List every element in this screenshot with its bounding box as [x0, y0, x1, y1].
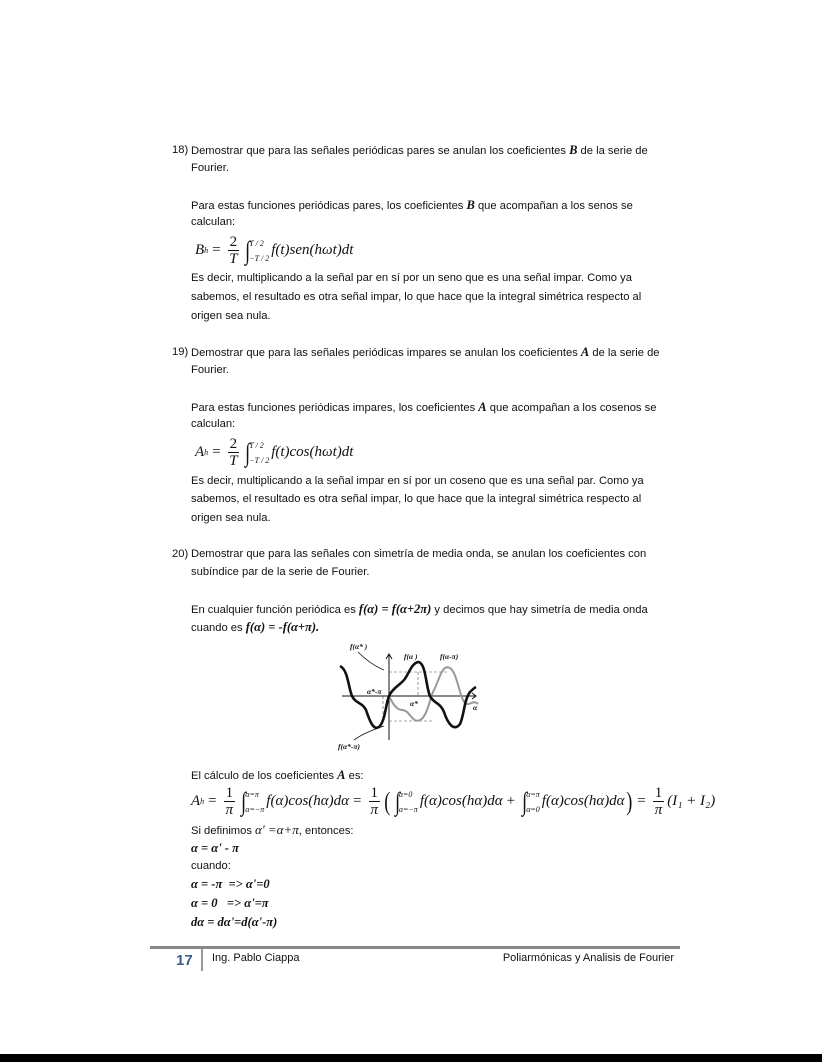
- text: que acompañan a los cosenos se: [486, 402, 657, 414]
- bottom-bar: [0, 1054, 822, 1062]
- paragraph: origen sea nula.: [191, 512, 271, 524]
- math: h: [204, 448, 209, 457]
- math: α=−π: [398, 804, 418, 814]
- paragraph: sabemos, el resultado es otra señal impar, lo que hace que la integral simétrica respecto al: [191, 291, 642, 303]
- equation: α = 0 => α'=π: [191, 896, 269, 910]
- signal-curve: [340, 662, 476, 728]
- math: B: [195, 242, 205, 258]
- label-f-alpha-star-minus-pi: f(α*-π): [338, 742, 360, 751]
- integral: ∫ T / 2 −T / 2: [245, 437, 270, 467]
- footer-title: Poliarmónicas y Analisis de Fourier: [502, 952, 674, 964]
- text: En cualquier función periódica es: [191, 604, 359, 616]
- math: f(α) = -f(α+π).: [245, 620, 320, 634]
- text: El cálculo de los coeficientes: [191, 770, 338, 782]
- math: f(α)cos(hα)dα: [541, 793, 625, 809]
- question-number: 19): [172, 346, 189, 358]
- paragraph: origen sea nula.: [191, 310, 271, 322]
- math: =: [212, 242, 221, 258]
- math: 1: [654, 785, 663, 801]
- question-number: 18): [172, 144, 189, 156]
- bold-symbol: A: [580, 345, 590, 359]
- footer-separator: [201, 949, 203, 971]
- formula-ah-half-wave: A h = $\frac{1}{\pi}$ ∫ α=π α=−π f(α)cos(hα)dα = $\frac{1}{\pi}$ ( ∫ α=0 α=−π f(α)cos(hα)dα + ∫ α=π α=0 f(α)cos(hα)dα ) = $\frac{1}{\pi}$ (I₁ + I₂): [191, 785, 716, 818]
- footer-author: Ing. Pablo Ciappa: [212, 952, 300, 964]
- math: 1: [370, 785, 379, 801]
- paragraph: Es decir, multiplicando a la señal par en sí por un seno que es una señal impar. Como ya: [191, 272, 632, 284]
- footer-divider: [150, 946, 680, 949]
- math: =: [212, 444, 221, 460]
- page-number: 17: [176, 952, 193, 969]
- math: T / 2: [249, 238, 264, 248]
- math: α=0: [526, 804, 540, 814]
- question-text: Demostrar que para las señales con simetría de media onda, se anulan los coeficientes con: [191, 548, 647, 560]
- question-text: [191, 141, 648, 160]
- bold-symbol: B: [569, 143, 578, 157]
- math: α=π: [526, 789, 540, 799]
- paragraph: cuando:: [191, 860, 231, 872]
- math: h: [200, 797, 205, 806]
- math: f(t)sen(hωt)dt: [271, 242, 354, 258]
- equation: α = α' - π: [191, 841, 239, 855]
- paragraph: calculan:: [191, 418, 236, 430]
- math: π: [654, 802, 663, 818]
- math: α=π: [245, 789, 259, 799]
- bold-symbol: A: [337, 768, 346, 782]
- paragraph: [191, 196, 633, 215]
- math: −T / 2: [249, 455, 270, 465]
- bold-symbol: A: [478, 400, 487, 414]
- question-number: 20): [172, 548, 189, 560]
- formula-ah: [195, 436, 353, 469]
- math: h: [204, 246, 209, 255]
- math: 2: [229, 234, 238, 250]
- equation: α = -π => α'=0: [191, 877, 270, 891]
- text: y decimos que hay simetría de media onda: [431, 604, 648, 616]
- math: −T / 2: [249, 253, 270, 263]
- math: 2: [229, 436, 238, 452]
- math: A: [195, 444, 205, 460]
- math: α' =α+π: [255, 822, 299, 837]
- label-f-alpha-star: f(α* ): [350, 642, 368, 651]
- text: Si definimos: [191, 825, 256, 837]
- paragraph: [191, 600, 648, 619]
- math: T: [229, 251, 238, 267]
- math: T / 2: [249, 440, 264, 450]
- half-wave-symmetry-figure: [330, 640, 490, 755]
- text: que acompañan a los senos se: [474, 200, 633, 212]
- text: , entonces:: [298, 825, 354, 837]
- integral: ∫ α=π α=0: [522, 786, 540, 816]
- label-f-alpha: f(α ): [404, 652, 418, 661]
- math: π: [225, 802, 234, 818]
- math: α=0: [398, 789, 413, 799]
- paragraph: calculan:: [191, 216, 236, 228]
- label-alpha-star-minus-pi: α*-π: [367, 687, 382, 696]
- fraction: [228, 234, 240, 267]
- math: 1: [225, 785, 234, 801]
- question-text: Fourier.: [191, 364, 229, 376]
- question-text: [191, 343, 660, 362]
- text: cuando es: [191, 622, 246, 634]
- fraction: [228, 436, 240, 469]
- text: de la serie de: [577, 145, 648, 157]
- math: T: [229, 453, 238, 469]
- paragraph: [191, 398, 656, 417]
- fraction: [653, 785, 665, 818]
- math: f(α)cos(hα)dα: [419, 793, 503, 809]
- math: f(α)cos(hα)dα: [266, 793, 350, 809]
- integral: ∫ α=0 α=−π: [394, 786, 418, 816]
- text: de la serie de: [589, 347, 660, 359]
- paragraph: [191, 821, 354, 840]
- paragraph: sabemos, el resultado es otra señal impar, lo que hace que la integral simétrica respecto al: [191, 493, 642, 505]
- math: (I₁ + I₂): [667, 793, 716, 809]
- paragraph: Es decir, multiplicando a la señal impar en sí por un coseno que es una señal par. Como ya: [191, 475, 644, 487]
- text: Para estas funciones periódicas impares, los coeficientes: [191, 402, 479, 414]
- text: es:: [345, 770, 364, 782]
- shifted-signal-curve: [389, 667, 478, 720]
- label-alpha-axis: α: [473, 703, 478, 712]
- integral: ∫ T / 2 −T / 2: [245, 235, 270, 265]
- text: Demostrar que para las señales periódicas pares se anulan los coeficientes: [191, 145, 570, 157]
- text: Para estas funciones periódicas pares, los coeficientes: [191, 200, 467, 212]
- math: f(α) = f(α+2π): [358, 602, 432, 616]
- math: f(t)cos(hωt)dt: [271, 444, 354, 460]
- text: Demostrar que para las señales periódicas impares se anulan los coeficientes: [191, 347, 581, 359]
- paragraph: [191, 766, 364, 785]
- paragraph: [191, 618, 319, 637]
- math: A: [191, 793, 201, 809]
- bold-symbol: B: [466, 198, 475, 212]
- math: π: [370, 802, 379, 818]
- question-text: subíndice par de la serie de Fourier.: [191, 566, 370, 578]
- label-f-alpha-minus-pi: f(α-π): [440, 652, 459, 661]
- fraction: [369, 785, 381, 818]
- fraction: [224, 785, 236, 818]
- equation: dα = dα'=d(α'-π): [191, 915, 278, 929]
- label-alpha-star: α*: [410, 699, 418, 708]
- math: α=−π: [245, 804, 265, 814]
- question-text: Fourier.: [191, 162, 229, 174]
- integral: ∫ α=π α=−π: [241, 786, 265, 816]
- formula-bh: [195, 234, 353, 267]
